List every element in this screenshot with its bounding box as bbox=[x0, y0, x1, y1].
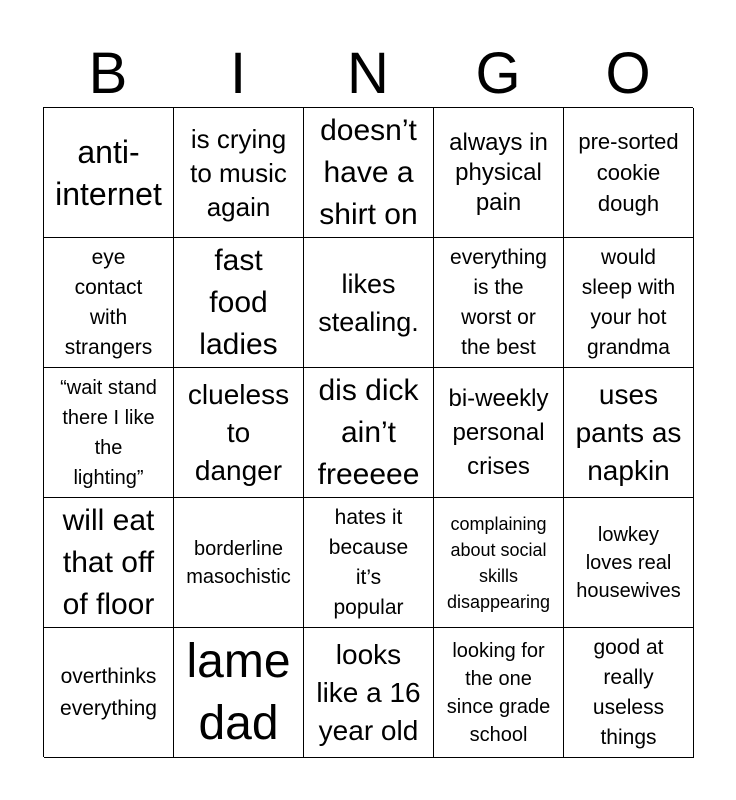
header-letter-i: I bbox=[229, 41, 247, 106]
header-letter-g: G bbox=[475, 41, 521, 106]
bingo-cell[interactable] bbox=[304, 628, 434, 758]
cell-text: borderline masochistic bbox=[186, 537, 291, 588]
cell-text: always in physical pain bbox=[449, 128, 548, 216]
cell-text: dis dick ain’t freeeee bbox=[317, 373, 420, 491]
cell-text: fast food ladies bbox=[199, 243, 278, 361]
bingo-cell[interactable] bbox=[564, 108, 694, 238]
bingo-cell[interactable] bbox=[434, 628, 564, 758]
bingo-cell[interactable] bbox=[304, 238, 434, 368]
bingo-cell[interactable] bbox=[174, 498, 304, 628]
bingo-cell[interactable] bbox=[304, 368, 434, 498]
cell-text: good at really useless things bbox=[592, 635, 665, 749]
cell-text: pre-sorted cookie dough bbox=[578, 129, 679, 216]
header-letter-n: N bbox=[347, 41, 389, 106]
bingo-cell[interactable] bbox=[174, 108, 304, 238]
bingo-cell[interactable] bbox=[564, 498, 694, 628]
bingo-cell[interactable] bbox=[44, 628, 174, 758]
cell-text: doesn’t have a shirt on bbox=[319, 113, 418, 231]
bingo-cell[interactable] bbox=[304, 498, 434, 628]
bingo-cell[interactable] bbox=[44, 368, 174, 498]
header-letter-o: O bbox=[605, 41, 651, 106]
cell-text: overthinks everything bbox=[60, 664, 157, 720]
cell-text: will eat that off of floor bbox=[62, 503, 155, 621]
header-letter-b: B bbox=[88, 41, 128, 106]
bingo-cell[interactable] bbox=[434, 368, 564, 498]
bingo-cell[interactable] bbox=[174, 368, 304, 498]
cell-text: likes stealing. bbox=[318, 268, 419, 337]
bingo-cell[interactable] bbox=[44, 238, 174, 368]
cell-text: anti- internet bbox=[55, 133, 162, 212]
bingo-cell[interactable] bbox=[434, 108, 564, 238]
bingo-cell[interactable] bbox=[564, 238, 694, 368]
cell-text: lowkey loves real housewives bbox=[576, 523, 681, 602]
bingo-cell[interactable] bbox=[44, 498, 174, 628]
cell-text: uses pants as napkin bbox=[575, 378, 682, 486]
cell-text: eye contact with strangers bbox=[64, 245, 153, 359]
cell-text: is crying to music again bbox=[190, 123, 287, 222]
bingo-cell[interactable] bbox=[564, 368, 694, 498]
bingo-grid bbox=[43, 107, 693, 757]
cell-text: bi-weekly personal crises bbox=[448, 384, 549, 480]
bingo-cell[interactable] bbox=[174, 238, 304, 368]
cell-text: everything is the worst or the best bbox=[450, 245, 547, 359]
bingo-cell[interactable] bbox=[434, 498, 564, 628]
cell-text: lame dad bbox=[186, 634, 291, 750]
cell-text: complaining about social skills disappearing bbox=[446, 513, 551, 612]
cell-text: would sleep with your hot grandma bbox=[581, 245, 676, 359]
cell-text: looking for the one since grade school bbox=[446, 639, 551, 746]
bingo-cell[interactable] bbox=[434, 238, 564, 368]
bingo-cell[interactable] bbox=[44, 108, 174, 238]
cell-text: clueless to danger bbox=[187, 378, 290, 486]
cell-text: looks like a 16 year old bbox=[316, 638, 421, 746]
bingo-cell[interactable] bbox=[564, 628, 694, 758]
cell-text: hates it because it’s popular bbox=[328, 505, 409, 619]
bingo-cell[interactable] bbox=[174, 628, 304, 758]
bingo-cell[interactable] bbox=[304, 108, 434, 238]
bingo-header bbox=[43, 40, 693, 108]
cell-text: “wait stand there I like the lighting” bbox=[60, 376, 157, 489]
